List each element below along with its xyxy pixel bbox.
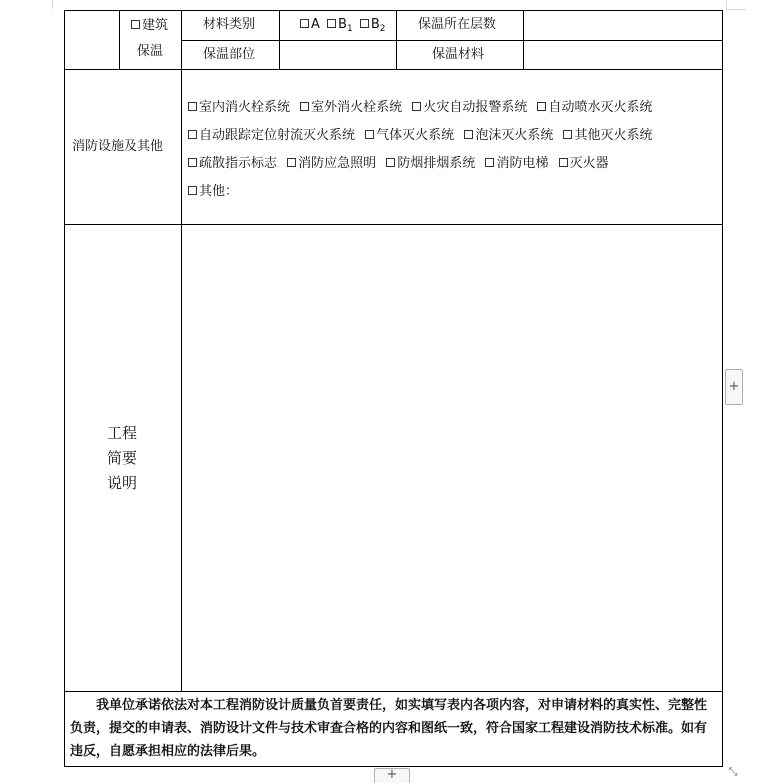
page-corner-mark	[726, 0, 727, 9]
add-column-button[interactable]	[725, 369, 743, 405]
fire-rating-options	[300, 17, 386, 37]
facility-option-sprinkler[interactable]: 自动喷水灭火系统	[537, 100, 652, 115]
page-corner-mark	[726, 9, 746, 10]
facility-option-fire-alarm[interactable]: 火灾自动报警系统	[412, 100, 527, 115]
table-border-right	[722, 10, 723, 767]
rating-option-b1[interactable]: $B_1$	[327, 17, 353, 32]
insulation-part-label: 保温部位	[203, 47, 256, 62]
checkbox-icon[interactable]	[300, 19, 309, 28]
checkbox-icon[interactable]	[485, 158, 494, 167]
checkbox-icon[interactable]	[360, 19, 369, 28]
checkbox-icon[interactable]	[365, 130, 374, 139]
checkbox-icon[interactable]	[412, 102, 421, 111]
fire-facilities-label: 消防设施及其他	[72, 139, 164, 154]
facility-option-extinguisher[interactable]: 灭火器	[559, 156, 609, 171]
facility-line-1	[188, 100, 652, 116]
checkbox-icon[interactable]	[559, 158, 568, 167]
facility-option-other[interactable]: 其他：	[188, 184, 238, 199]
facility-option-tracking-jet[interactable]: 自动跟踪定位射流灭火系统	[188, 128, 355, 143]
insulation-material-label: 保温材料	[432, 47, 485, 62]
checkbox-icon[interactable]	[188, 186, 197, 195]
insulation-material-field[interactable]	[524, 41, 722, 69]
insulation-floor-label: 保温所在层数	[418, 17, 497, 32]
commitment-statement: 我单位承诺依法对本工程消防设计质量负首要责任，如实填写表内各项内容，对申请材料的真实性、完整性负责，提交的申请表、消防设计文件与技术审查合格的内容和图纸一致，符合国家工程建设消防技术标准。如有违反，自愿承担相应的法律后果。	[70, 698, 708, 759]
facility-option-outdoor-hydrant[interactable]: 室外消火栓系统	[300, 100, 402, 115]
facility-option-smoke-control[interactable]: 防烟排烟系统	[386, 156, 475, 171]
checkbox-icon[interactable]	[188, 158, 197, 167]
building-insulation-option[interactable]: 建筑	[131, 18, 168, 34]
table-resize-handle-icon[interactable]: ⤡	[728, 765, 738, 778]
checkbox-icon[interactable]	[300, 102, 309, 111]
table-border-left	[64, 10, 65, 767]
table-line	[119, 10, 120, 70]
checkbox-icon[interactable]	[563, 130, 572, 139]
checkbox-icon[interactable]	[131, 20, 140, 29]
facility-line-3	[188, 156, 609, 172]
insulation-part-field[interactable]	[280, 41, 396, 69]
building-insulation-label-line2: 保温	[137, 44, 164, 59]
facility-option-fire-elevator[interactable]: 消防电梯	[485, 156, 548, 171]
checkbox-icon[interactable]	[464, 130, 473, 139]
project-summary-field[interactable]	[182, 225, 722, 691]
facility-option-emergency-lighting[interactable]: 消防应急照明	[287, 156, 376, 171]
facility-option-indoor-hydrant[interactable]: 室内消火栓系统	[188, 100, 290, 115]
facility-option-foam-extinguishing[interactable]: 泡沫灭火系统	[464, 128, 553, 143]
add-row-button[interactable]	[374, 768, 410, 783]
checkbox-icon[interactable]	[327, 19, 336, 28]
rating-option-b2[interactable]: $B_2$	[360, 17, 386, 32]
insulation-floor-field[interactable]	[524, 11, 722, 40]
table-line	[396, 10, 397, 70]
plus-icon: +	[386, 767, 398, 782]
plus-icon: +	[728, 379, 740, 394]
table-line	[64, 69, 723, 70]
checkbox-icon[interactable]	[188, 102, 197, 111]
page-corner-mark	[52, 0, 53, 9]
facility-option-other-extinguishing[interactable]: 其他灭火系统	[563, 128, 652, 143]
rating-option-a[interactable]: A	[300, 17, 320, 32]
facility-option-evacuation-signs[interactable]: 疏散指示标志	[188, 156, 277, 171]
checkbox-icon[interactable]	[287, 158, 296, 167]
facility-line-4	[188, 184, 238, 200]
facility-option-gas-extinguishing[interactable]: 气体灭火系统	[365, 128, 454, 143]
table-line	[64, 691, 723, 692]
facility-line-2	[188, 128, 652, 144]
checkbox-icon[interactable]	[386, 158, 395, 167]
checkbox-icon[interactable]	[188, 130, 197, 139]
project-summary-label: 工程 简要 说明	[106, 424, 137, 492]
material-category-label: 材料类别	[203, 17, 256, 32]
checkbox-icon[interactable]	[537, 102, 546, 111]
